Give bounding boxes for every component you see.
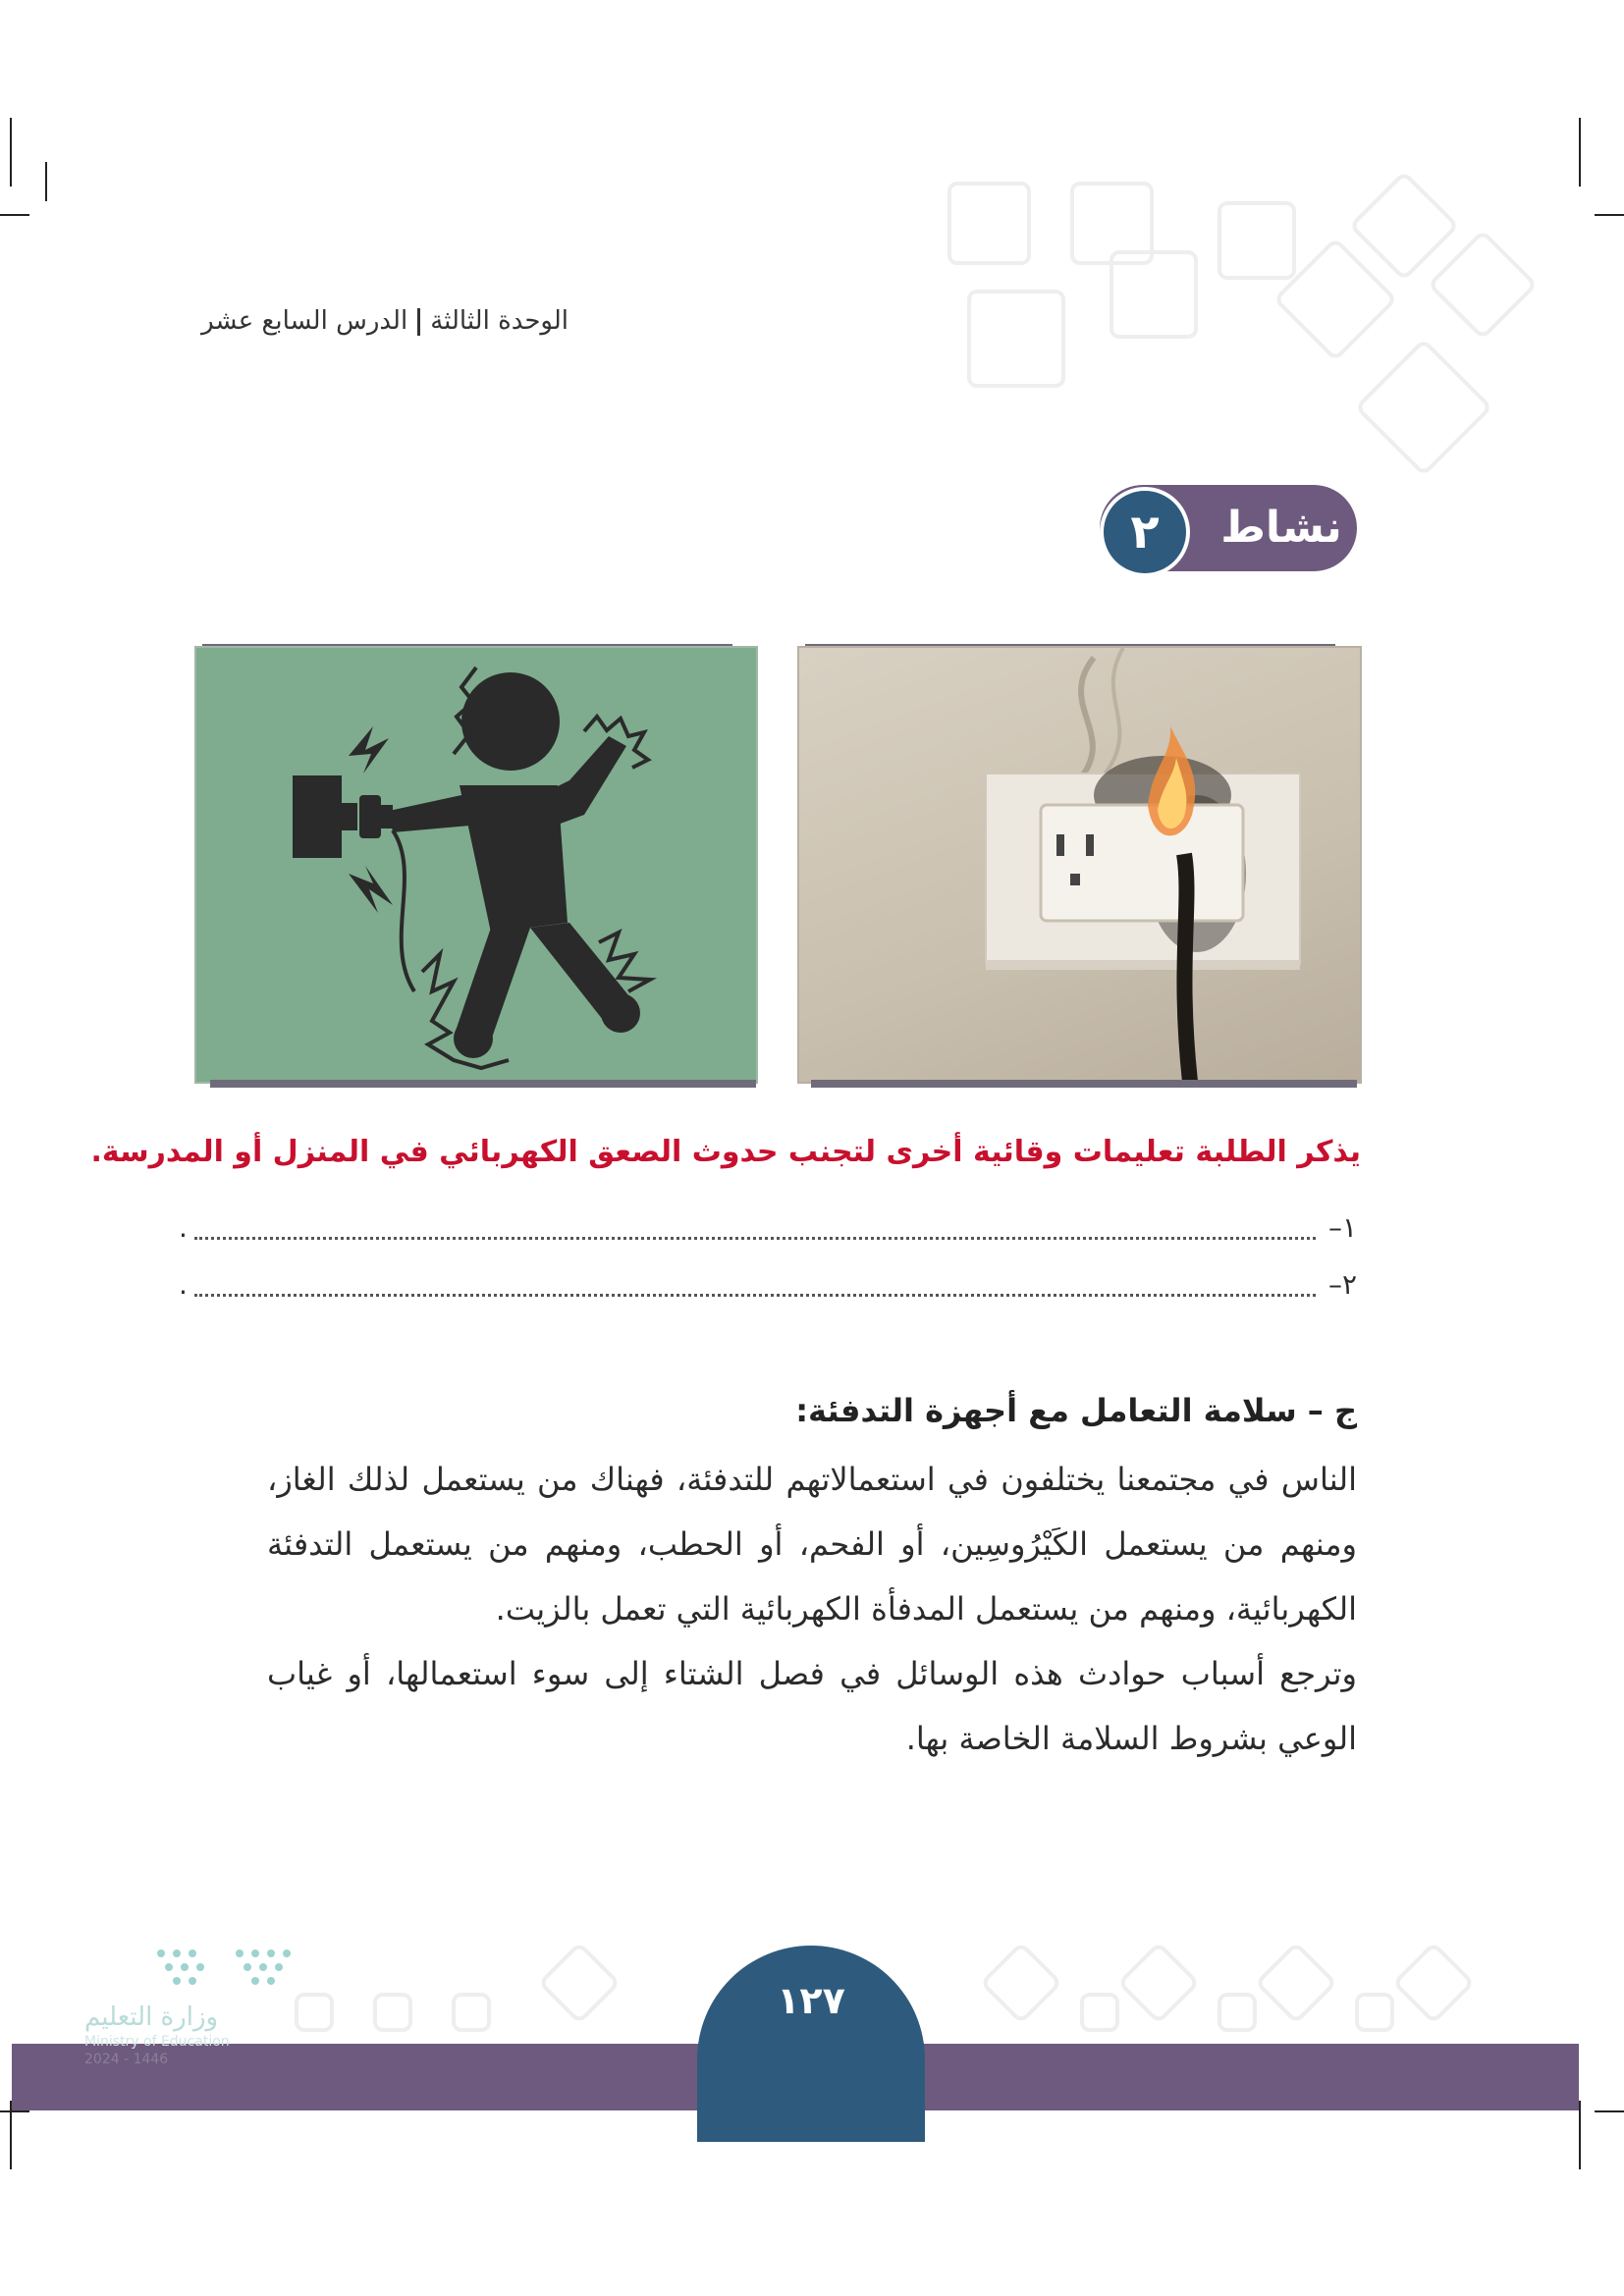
dotted-line <box>194 1237 1316 1240</box>
crop-mark <box>1579 2101 1581 2169</box>
section-title: ج – سلامة التعامل مع أجهزة التدفئة: <box>795 1392 1357 1429</box>
decor-square <box>295 1993 334 2032</box>
activity-number: ٢ <box>1100 487 1190 577</box>
ministry-logo-text: وزارة التعليم <box>84 2002 219 2032</box>
dotted-line <box>194 1294 1316 1297</box>
decor-diamond <box>980 1942 1063 2025</box>
decor-diamond <box>538 1942 622 2025</box>
decor-square <box>1218 1993 1257 2032</box>
activity-instruction: يذكر الطلبة تعليمات وقائية أخرى لتجنب حدوث الصعق الكهربائي في المنزل أو المدرسة. <box>90 1135 1361 1169</box>
decor-diamond <box>1354 338 1492 476</box>
section-paragraph-2: وترجع أسباب حوادث هذه الوسائل في فصل الشتاء إلى سوء استعمالها، أو غياب الوعي بشروط السلامة الخاصة بها. <box>267 1655 1357 1757</box>
page-number-tab <box>697 1946 925 2142</box>
decor-diamond <box>1255 1942 1338 2025</box>
ministry-year: 2024 - 1446 <box>84 2052 169 2067</box>
electric-shock-image <box>194 646 758 1084</box>
crop-mark <box>10 118 12 187</box>
electric-shock-person-icon <box>196 648 756 1082</box>
decor-square <box>1355 1993 1394 2032</box>
decor-diamond <box>1348 170 1459 281</box>
header-unit: الوحدة الثالثة <box>430 306 568 336</box>
crop-mark <box>1595 2110 1624 2112</box>
crop-mark <box>1579 118 1581 187</box>
image-frame-shadow <box>210 1080 756 1088</box>
answer-line-end: . <box>179 1268 188 1301</box>
header-breadcrumb <box>201 306 568 336</box>
section-paragraph-1: الناس في مجتمعنا يختلفون في استعمالاتهم للتدفئة، فهناك من يستعمل لذلك الغاز، ومنهم من يستعمل الكَيْرُوسِين، أو الفحم، أو الحطب، ومنهم من يستعمل التدفئة الكهربائية، ومنهم من يستعمل المدفأة الكهربائية التي تعمل بالزيت. <box>267 1461 1357 1628</box>
decor-square <box>1218 201 1296 280</box>
crop-mark <box>0 2110 29 2112</box>
page-number: ١٢٧ <box>777 1979 845 2022</box>
answer-line-1[interactable] <box>179 1211 1357 1251</box>
decor-square <box>1110 250 1198 339</box>
crop-mark <box>45 162 47 201</box>
decor-square <box>452 1993 491 2032</box>
ministry-logo-subtitle: Ministry of Education <box>84 2034 230 2050</box>
answer-line-number: ٢– <box>1327 1268 1357 1301</box>
activity-label: نشاط <box>1220 503 1342 553</box>
header-separator <box>417 308 420 336</box>
crop-mark <box>1595 214 1624 216</box>
decor-square <box>967 290 1065 388</box>
burning-outlet-image <box>797 646 1362 1084</box>
image-frame-shadow <box>811 1080 1357 1088</box>
answer-line-2[interactable] <box>179 1268 1357 1308</box>
burning-outlet-icon <box>799 648 1360 1082</box>
decor-square <box>373 1993 412 2032</box>
crop-mark <box>0 214 29 216</box>
answer-line-number: ١– <box>1327 1211 1357 1244</box>
answer-line-end: . <box>179 1211 188 1244</box>
decor-diamond <box>1427 229 1538 340</box>
decor-square <box>1080 1993 1119 2032</box>
decor-diamond <box>1392 1942 1476 2025</box>
decor-diamond <box>1117 1942 1201 2025</box>
header-lesson: الدرس السابع عشر <box>201 306 408 336</box>
decor-square <box>947 182 1031 265</box>
